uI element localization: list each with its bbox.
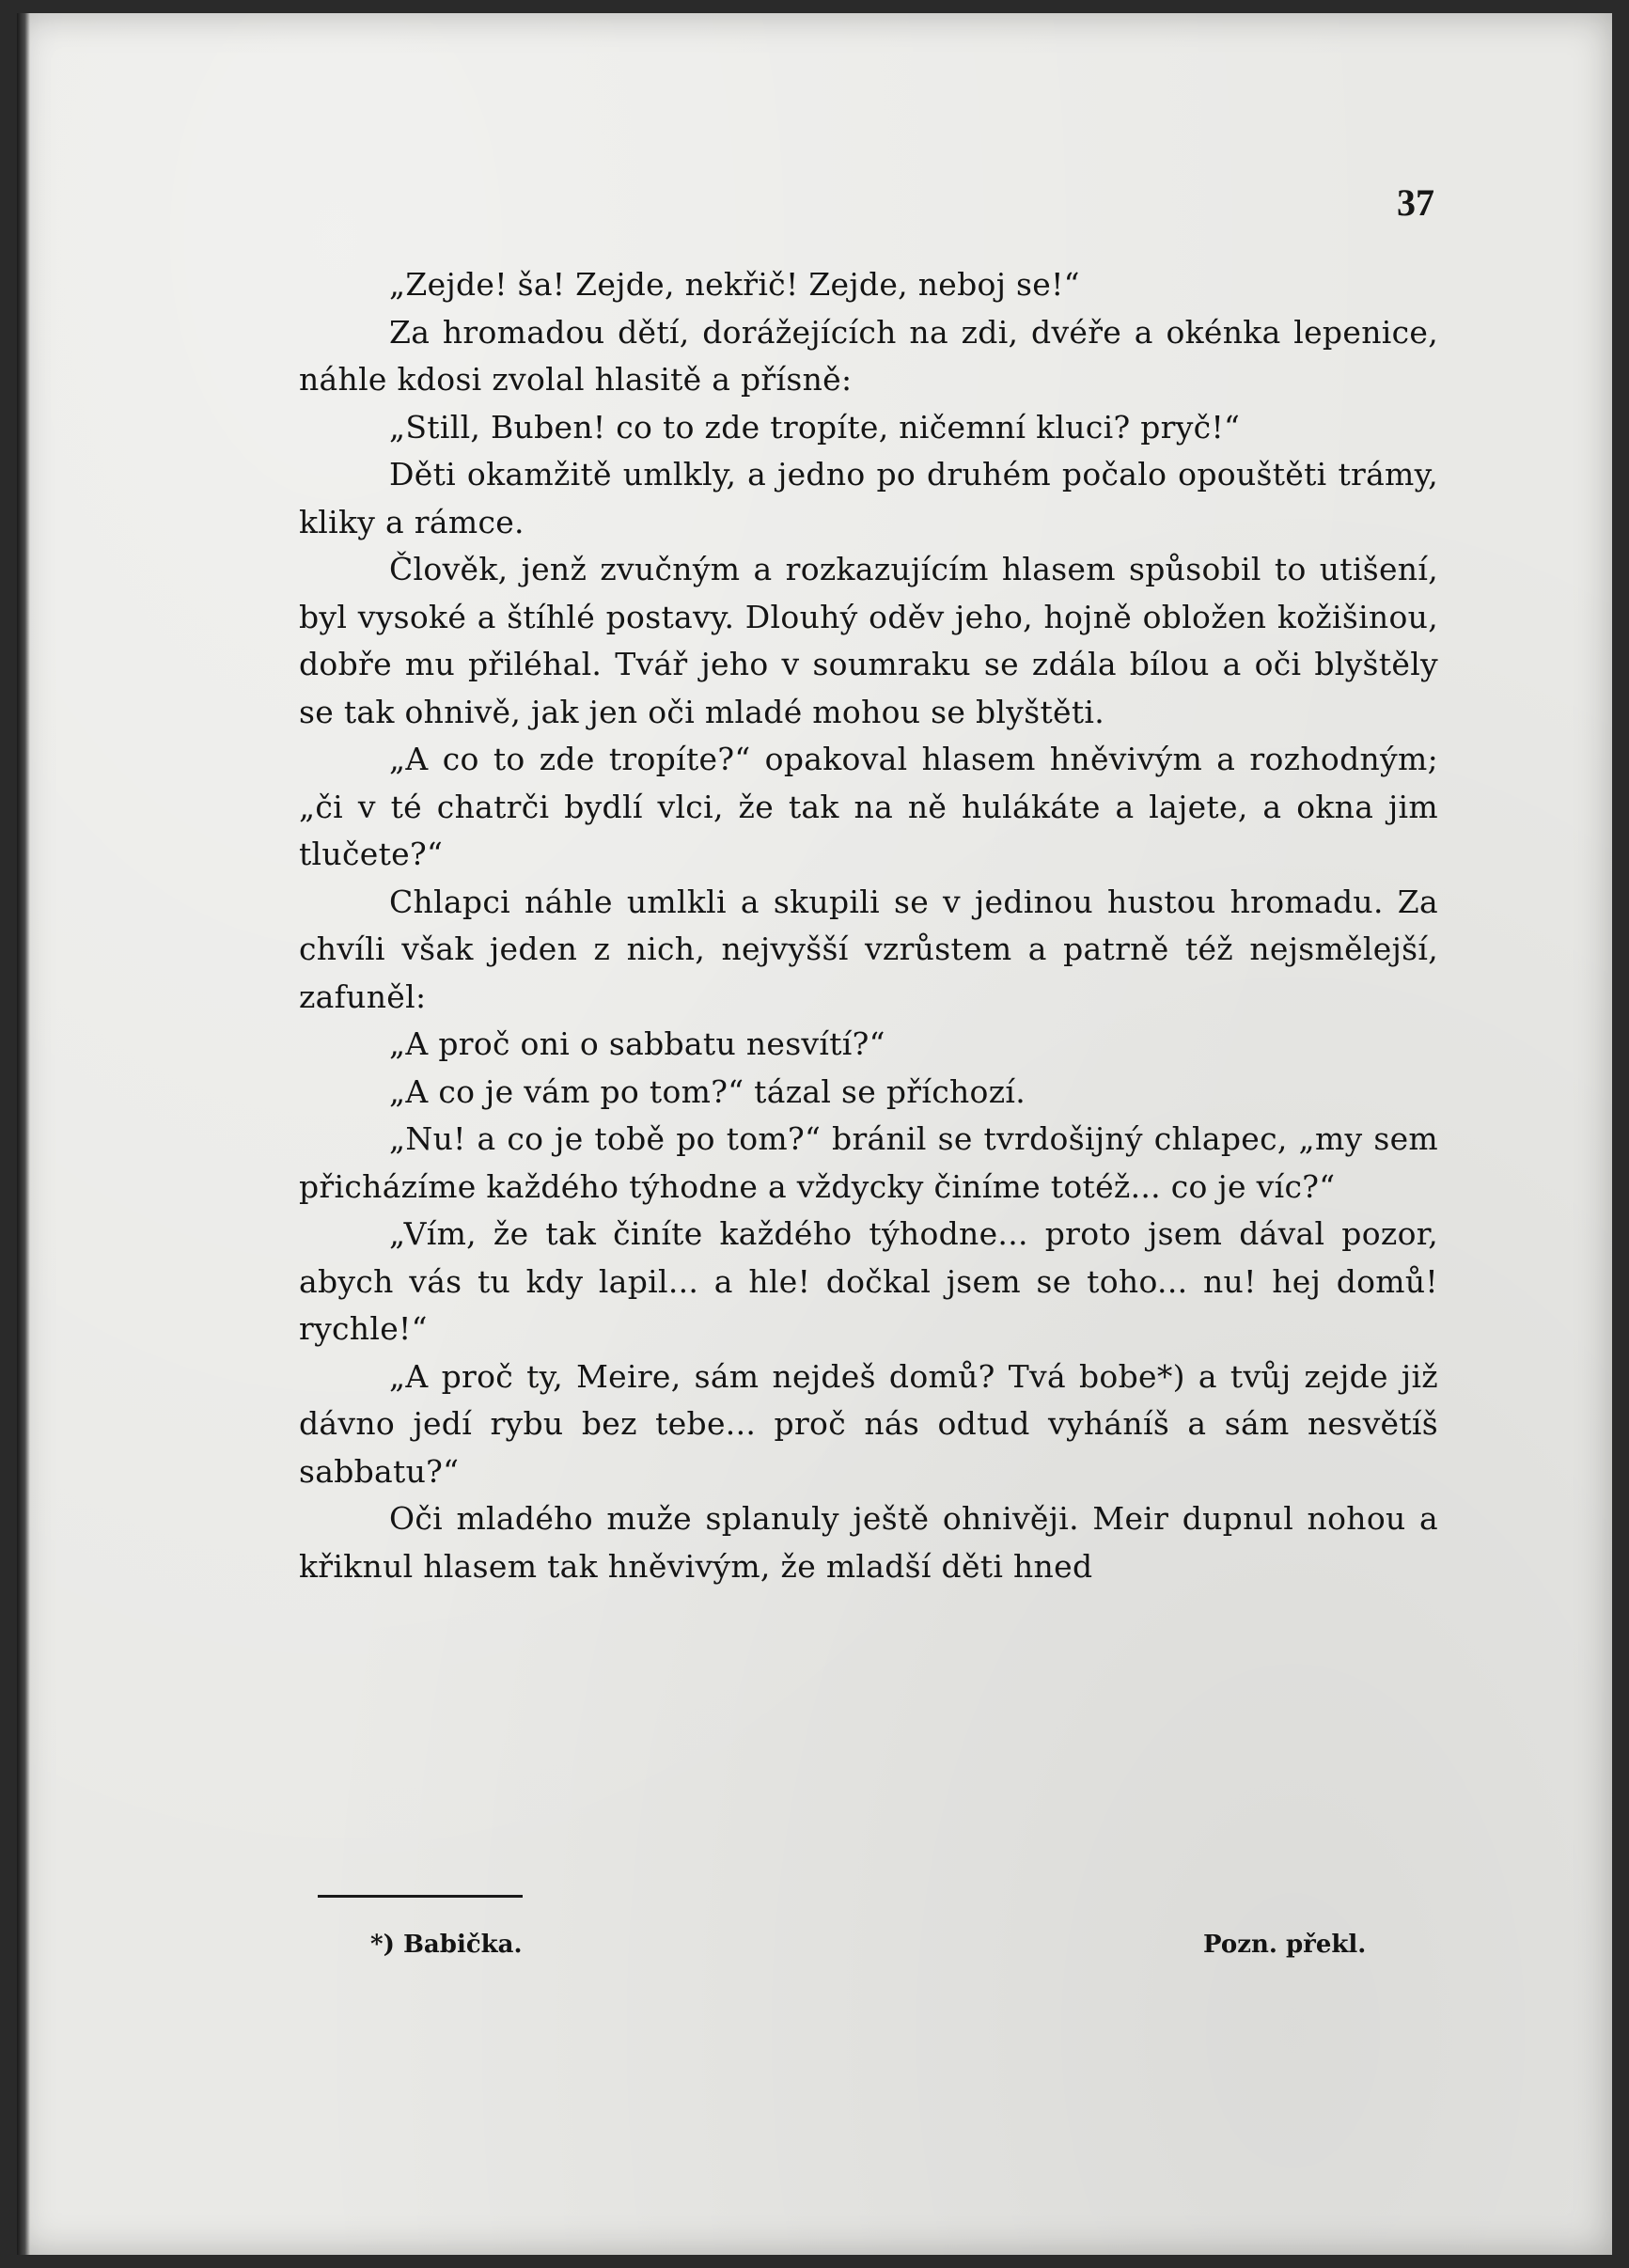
paragraph: „Vím, že tak činíte každého týhodne... proto jsem dával pozor, abych vás tu kdy lapil... a hle! dočkal jsem se toho... nu! hej domů! rychle!“: [299, 1215, 1438, 1347]
footnote-translator-note: Pozn. překl.: [1203, 1931, 1367, 1959]
footnote-rule: [318, 1895, 523, 1898]
page-number: 37: [1397, 181, 1434, 224]
paragraph: „Zejde! ša! Zejde, nekřič! Zejde, neboj se!“: [389, 266, 1080, 303]
paragraph: Děti okamžitě umlkly, a jedno po druhém počalo opouštěti trámy, kliky a rámce.: [299, 456, 1438, 540]
paragraph: Člověk, jenž zvučným a rozkazujícím hlasem spůsobil to utišení, byl vysoké a štíhlé postavy. Dlouhý oděv jeho, hojně obložen kožišinou, dobře mu přiléhal. Tvář jeho v soumraku se zdála bílou a oči blyštěly se tak ohnivě, jak jen oči mladé mohou se blyštěti.: [299, 551, 1438, 730]
paragraph: Oči mladého muže splanuly ještě ohnivěji. Meir dupnul nohou a křiknul hlasem tak hněvivým, že mladší děti hned: [299, 1500, 1438, 1585]
book-page: [17, 13, 1612, 2255]
paragraph: „A co to zde tropíte?“ opakoval hlasem hněvivým a rozhodným; „či v té chatrči bydlí vlci, že tak na ně hulákáte a lajete, a okna jim tlučete?“: [299, 741, 1438, 872]
paragraph: Za hromadou dětí, dorážejících na zdi, dvéře a okénka lepenice, náhle kdosi zvolal hlasitě a přísně:: [299, 313, 1438, 398]
body-text: [299, 261, 1438, 1590]
paragraph: „A proč ty, Meire, sám nejdeš domů? Tvá bobe*) a tvůj zejde již dávno jedí rybu bez tebe... proč nás odtud vyháníš a sám nesvětíš sabbatu?“: [299, 1357, 1438, 1490]
paragraph: „Still, Buben! co to zde tropíte, ničemní kluci? pryč!“: [389, 408, 1241, 446]
binding-edge: [17, 13, 30, 2255]
paragraph: „A co je vám po tom?“ tázal se příchozí.: [389, 1072, 1026, 1110]
footnote-text: *) Babička.: [370, 1931, 523, 1959]
paragraph: Chlapci náhle umlkli a skupili se v jedinou hustou hromadu. Za chvíli však jeden z nich, nejvyšší vzrůstem a patrně též nejsmělejší, zafuněl:: [299, 883, 1438, 1015]
paragraph: „A proč oni o sabbatu nesvítí?“: [389, 1025, 885, 1062]
paragraph: „Nu! a co je tobě po tom?“ bránil se tvrdošijný chlapec, „my sem přicházíme každého týhodne a vždycky činíme totéž... co je víc?“: [299, 1120, 1438, 1205]
